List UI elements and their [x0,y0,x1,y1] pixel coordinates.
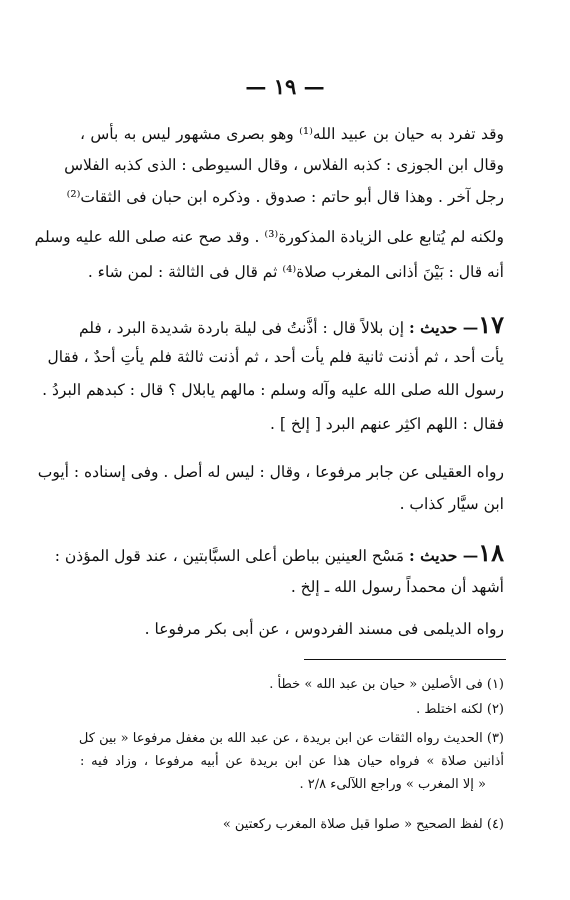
footnote: (٤) لفظ الصحيح « صلوا قبل صلاة المغرب ركعتين » [222,817,504,832]
body-line: رواه الديلمى فى مسند الفردوس ، عن أبى بكر مرفوعا . [144,620,504,638]
hadith-18-heading [54,538,504,568]
footnote-separator [304,659,506,660]
footnote: (٣) الحديث رواه الثقات عن ابن بريدة ، عن عبد الله بن مغفل مرفوعا « بين كل [78,731,504,746]
body-line: أشهد أن محمداً رسول الله ـ إلخ . [290,578,504,596]
hadith-text: إن بلالاً قال : أذَّنتُ فى ليلة باردة شديدة البرد ، فلم [78,319,405,337]
hadith-label: — حديث : [408,318,479,337]
footnote: (٢) لكنه اختلط . [416,702,504,717]
body-line: رجل آخر . وهذا قال أبو حاتم : صدوق . وذكره ابن حبان فى الثقات⁽²⁾ [66,188,504,206]
body-line: رسول الله صلى الله عليه وآله وسلم : مالهم يابلال ؟ قال : كبدهم البردُ . [42,381,504,399]
body-line: فقال : اللهم اكثِر عنهم البرد [ إلخ ] . [270,415,504,433]
hadith-17-heading [80,310,504,340]
body-line: أنه قال : بَيْنَ أذانى المغرب صلاة⁽⁴⁾ ثم قال فى الثالثة : لمن شاء . [87,263,504,281]
footnote: (١) فى الأصلين « حيان بن عبد الله » خطأ . [269,677,504,692]
body-line: ابن سيَّار كذاب . [399,495,504,513]
hadith-label: — حديث : [408,546,479,565]
body-line: ولكنه لم يُتابع على الزيادة المذكورة⁽³⁾ . وقد صح عنه صلى الله عليه وسلم [34,228,504,246]
body-line: يأت أحد ، ثم أذنت ثانية فلم يأت أحد ، ثم أذنت ثالثة فلم يأتِ أحدٌ ، فقال [47,348,504,366]
body-line: وقال ابن الجوزى : كذبه الفلاس ، وقال السيوطى : الذى كذبه الفلاس [64,156,504,174]
hadith-number: ١٨ [478,538,504,567]
footnote: أذانين صلاة » فرواه حيان هذا عن ابن بريدة عن أبيه مرفوعا ، وزاد فيه : [80,754,504,769]
body-line: وقد تفرد به حيان بن عبيد الله⁽¹⁾ وهو بصرى مشهور ليس به بأس ، [80,125,504,143]
hadith-text: مَسْح العينين بباطن أعلى السبَّابتين ، عند قول المؤذن : [54,547,405,565]
body-line: رواه العقيلى عن جابر مرفوعا ، وقال : ليس له أصل . وفى إسناده : أيوب [37,463,504,481]
footnote: « إلا المغرب » وراجع اللآلىء ٢/٨ . [299,777,486,792]
hadith-number: ١٧ [478,310,504,339]
page-number: — ١٩ — [245,74,325,99]
